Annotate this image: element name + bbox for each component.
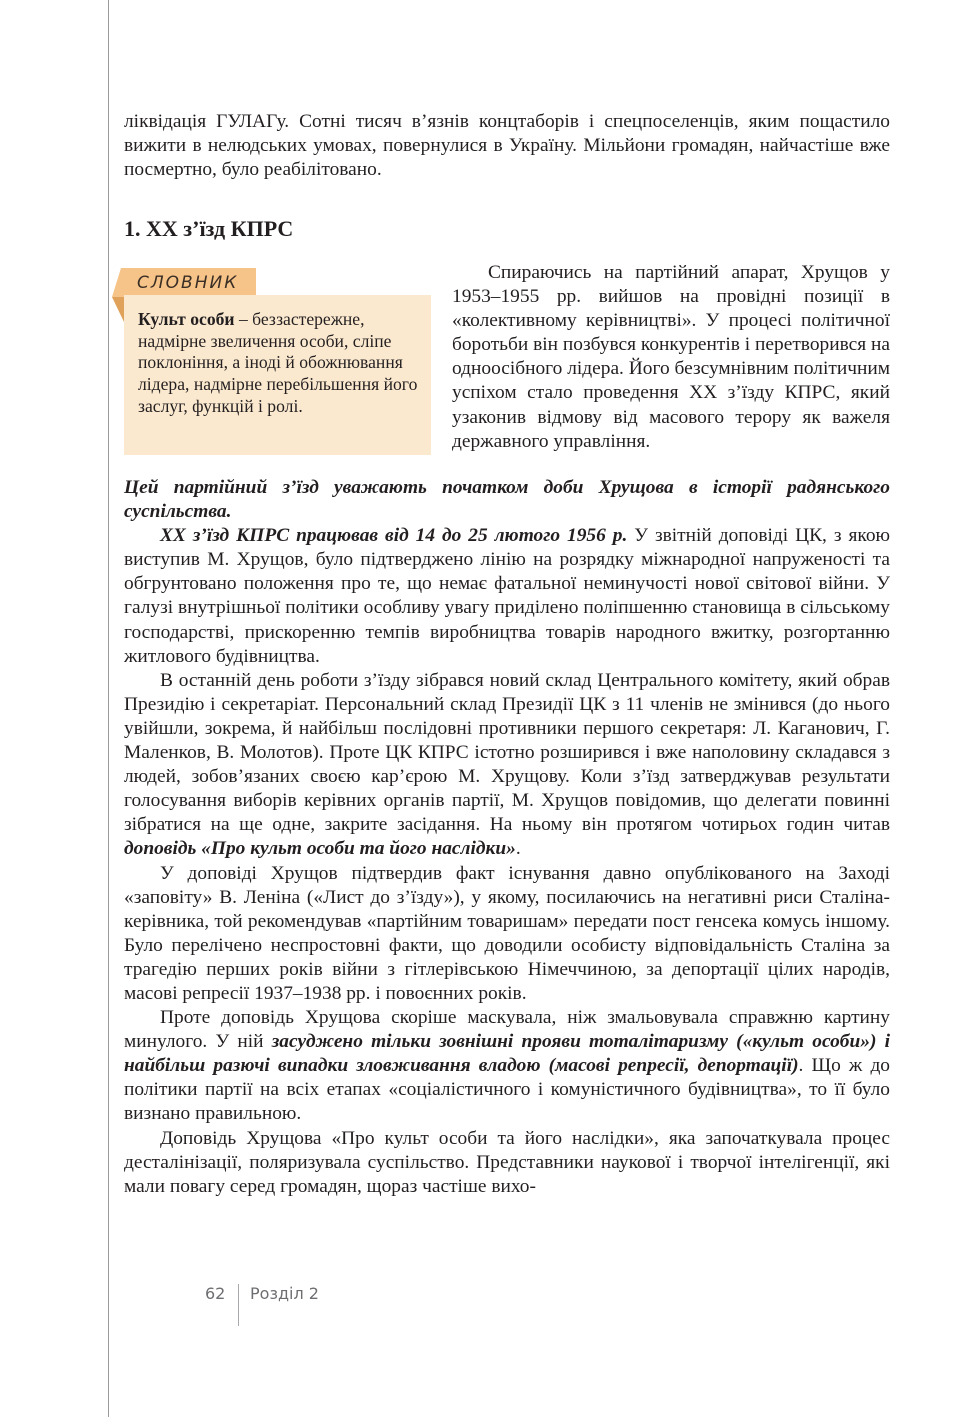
intro-paragraph [124, 110, 890, 182]
paragraph-6 [124, 1127, 890, 1199]
paragraph-5-end: . Що ж до політики партії на всіх етапах «соціалістичного і комуністичного будівництва», то її було визнано правильною. [124, 1055, 891, 1125]
paragraph-4 [124, 862, 890, 1007]
glossary-tab-fold [112, 297, 124, 322]
paragraph-3-end: . [515, 838, 521, 860]
paragraph-1-emphasis-line [124, 476, 890, 524]
glossary-definition-text: – беззастережне, надмірне звеличення особи, сліпе поклоніння, а іноді й обожнювання лідера, надмірне перебільшення його заслуг, функцій і ролі. [138, 309, 418, 416]
paragraph-1-column [452, 261, 890, 454]
paragraph-3-text: В останній день роботи з’їзду зібрався новий склад Центрального комітету, який обрав Президію і секретаріат. Персональний склад Президії ЦК з 11 членів не змінився (до нього увійшли, зокрема, й найбільш послідовні противники першого секретаря: Л. Каганович, Г. Маленков, В. Молотов). Проте ЦК КПРС істотно розширився і вже наполовину складався з людей, зобов’язаних своєю кар’єрою М. Хрущову. Коли з’їзд затверджував результати голосування виборів керівних органів партії, М. Хрущов повідомив, що делегати повинні зібратися на ще одне, закрите засідання. На ньому він протягом чотирьох годин читав [124, 669, 890, 836]
paragraph-2-emphasis: XX з’їзд КПРС працював від 14 до 25 лютого 1956 р. [160, 525, 628, 547]
page-margin-rule [108, 0, 109, 1417]
paragraph-3 [124, 669, 890, 862]
paragraph-4-text: У доповіді Хрущов підтвердив факт існування давно опублікованого на Заході «заповіту» В. Леніна («Лист до з’їзду»), у якому, посилаючись на негативні риси Сталіна-керівника, той рекомендував «партійним товаришам» передати пост генсека комусь іншому. Було перелічено неспростовні факти, що доводили особисту відповідальність Сталіна за трагедію перших років війни з гітлерівською Німеччиною, за депортації цілих народів, масові репресії 1937–1938 рр. і повоєнних років. [124, 862, 890, 1004]
paragraph-2-text: У звітній доповіді ЦК, з якою виступив М. Хрущов, було підтверджено лінію на розрядку міжнародної напруженості та обгрунтовано положення про те, що немає фатальної неминучості нової світової війни. У галузі внутрішньої політики особливу увагу приділено поліпшенню становища в сільському господарстві, прискоренню темпів виробництва товарів народного вжитку, розгортанню житлового будівництва. [124, 525, 890, 667]
footer-section: Розділ 2 [250, 1284, 319, 1303]
paragraph-5 [124, 1006, 890, 1126]
paragraph-5-emphasis: засуджено тільки зовнішні прояви тоталітаризму («культ особи») і найбільш разючі випадки зловживання владою (масові репресії, депортації) [124, 1031, 890, 1077]
glossary-title: СЛОВНИК [137, 273, 239, 293]
paragraph-6-text: Доповідь Хрущова «Про культ особи та його наслідки», яка започаткувала процес десталінізації, поляризувала суспільство. Представники наукової і творчої інтелігенції, які мали повагу серед громадян, щораз частіше вихо- [124, 1127, 890, 1197]
paragraph-1-text: Спираючись на партійний апарат, Хрущов у 1953–1955 рр. вийшов на провідні позиції в «колективному керівництві». У процесі політичної боротьби він позбувся конкурентів і перетворився на одноосібного лідера. Його безсумнівним політичним успіхом стало проведення XX з’їзду КПРС, який узаконив відмову від масового терору як важеля державного управління. [452, 262, 890, 452]
glossary-definition [138, 309, 418, 418]
paragraph-2 [124, 524, 890, 669]
main-text [124, 476, 890, 1199]
footer-divider [238, 1284, 239, 1326]
glossary-term: Культ особи [138, 309, 235, 329]
paragraph-5-text: Проте доповідь Хрущова скоріше маскувала, ніж змальовувала справжню картину минулого. У ній [124, 1007, 890, 1053]
section-heading: 1. XX з’їзд КПРС [124, 216, 294, 241]
intro-text: ліквідація ГУЛАГу. Сотні тисяч в’язнів концтаборів і спецпоселенців, яким пощастило вижити в нелюдських умовах, повернулися в Україну. Мільйони громадян, найчастіше вже посмертно, було реабілітовано. [124, 111, 890, 181]
paragraph-3-emphasis: доповідь «Про культ особи та його наслідки» [124, 838, 516, 860]
paragraph-1-emphasis: Цей партійний з’їзд уважають початком доби Хрущова в історії радянського суспільства. [124, 477, 890, 523]
page-number: 62 [205, 1284, 226, 1303]
